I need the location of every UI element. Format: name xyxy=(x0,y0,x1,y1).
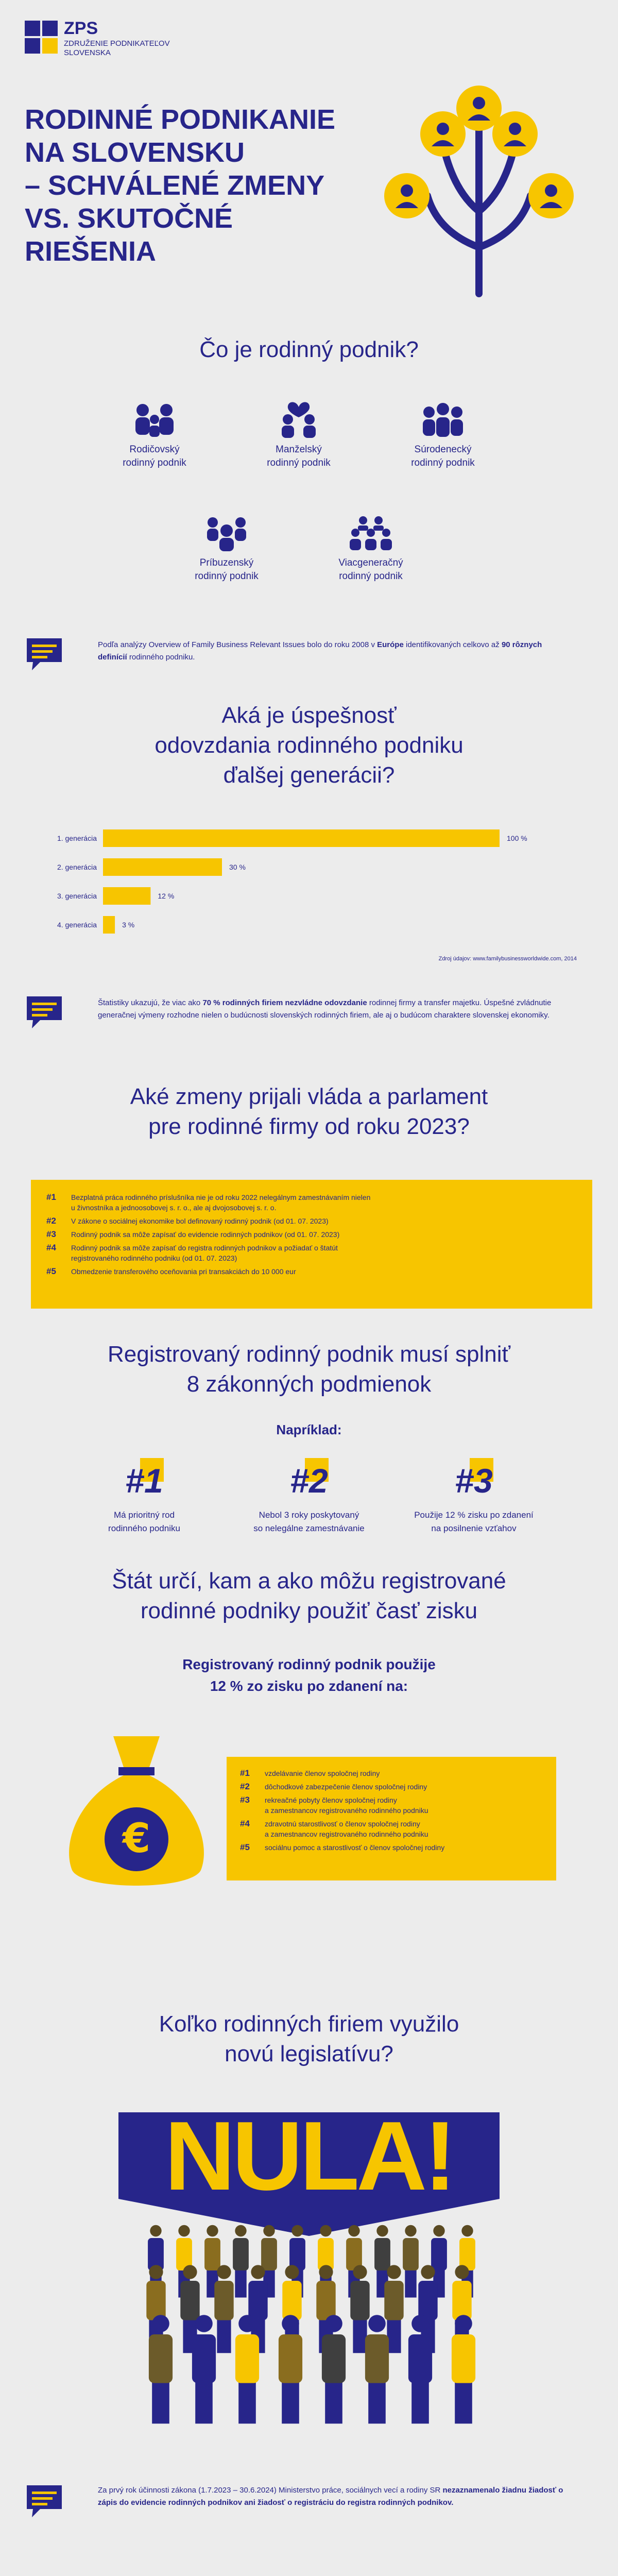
title-line: Aké zmeny prijali vláda a parlament xyxy=(130,1084,488,1109)
type-label: rodinný podnik xyxy=(123,457,186,468)
condition-text: na posilnenie vzťahov xyxy=(431,1523,517,1533)
condition-text: Nebol 3 roky poskytovaný xyxy=(259,1510,359,1520)
item-number: #5 xyxy=(46,1266,56,1276)
subtitle-line: Registrovaný rodinný podnik použije xyxy=(182,1656,436,1672)
section-title xyxy=(0,1340,618,1399)
type-label: rodinný podnik xyxy=(339,571,403,582)
nula-banner: NULA! xyxy=(164,2102,454,2211)
list-item xyxy=(46,1192,577,1213)
changes-list xyxy=(31,1180,592,1309)
item-text: sociálnu pomoc a starostlivosť o členov spoločnej rodiny xyxy=(265,1843,445,1852)
title-line: RIEŠENIA xyxy=(25,236,157,267)
category-label: 1. generácia xyxy=(57,834,97,842)
family-tree-icon xyxy=(371,77,587,304)
title-line: odovzdania rodinného podniku xyxy=(154,733,464,758)
item-text: Rodinný podnik sa môže zapísať do evidencie rodinných podnikov (od 01. 07. 2023) xyxy=(71,1230,340,1239)
title-line: 8 zákonných podmienok xyxy=(186,1371,432,1397)
note-text: rodinného podniku. xyxy=(127,653,195,662)
type-label: Príbuzenský xyxy=(199,557,254,568)
type-label: rodinný podnik xyxy=(267,457,331,468)
logo-text: ZPS xyxy=(64,19,98,38)
title-line: novú legislatívu? xyxy=(225,2041,393,2066)
bar xyxy=(103,858,222,876)
chart-source: Zdroj údajov: www.familybusinessworldwide.com, 2014 xyxy=(438,956,577,962)
category-label: 4. generácia xyxy=(57,921,97,929)
title-line: rodinné podniky použiť časť zisku xyxy=(140,1598,478,1623)
type-sibling xyxy=(391,402,494,470)
title-line: Registrovaný rodinný podnik musí splniť xyxy=(108,1342,510,1367)
speech-bubble-icon xyxy=(25,994,64,1030)
category-label: 3. generácia xyxy=(57,892,97,900)
list-item xyxy=(46,1266,577,1277)
note-text: Štatistiky ukazujú, že viac ako xyxy=(98,998,203,1007)
profit-subtitle xyxy=(0,1654,618,1697)
type-label: Manželský xyxy=(276,444,322,455)
list-item xyxy=(46,1216,577,1226)
siblings-icon xyxy=(420,402,466,438)
section-title xyxy=(0,701,618,790)
page-title xyxy=(25,103,335,268)
section-title xyxy=(0,1566,618,1626)
note-bold: 70 % rodinných firiem nezvládne odovzdanie xyxy=(202,998,367,1007)
value-label: 100 % xyxy=(507,834,527,842)
item-text: Obmedzenie transferového oceňovania pri transakciách do 10 000 eur xyxy=(71,1267,296,1276)
condition-text: so nelegálne zamestnávanie xyxy=(253,1523,365,1533)
type-spouse xyxy=(247,397,350,470)
title-line: RODINNÉ PODNIKANIE xyxy=(25,104,336,135)
note-text: Za prvý rok účinnosti zákona (1.7.2023 – 30.6.2024) Ministerstvo práce, sociálnych vecí a rodiny SR xyxy=(98,2486,443,2495)
list-item xyxy=(46,1243,577,1263)
person-figure xyxy=(365,2315,389,2424)
subtitle-line: 12 % zo zisku po zdanení na: xyxy=(210,1678,408,1694)
ministry-note xyxy=(98,2484,572,2509)
condition-text: rodinného podniku xyxy=(108,1523,180,1533)
type-label: rodinný podnik xyxy=(195,571,259,582)
category-label: 2. generácia xyxy=(57,863,97,871)
speech-bubble-icon xyxy=(25,2483,64,2519)
type-relative xyxy=(175,515,278,583)
couple-heart-icon xyxy=(276,397,322,438)
condition-badge xyxy=(443,1458,505,1504)
bar xyxy=(103,829,500,847)
item-text: Bezplatná práca rodinného príslušníka nie je od roku 2022 nelegálnym zamestnávaním nielen xyxy=(71,1193,371,1201)
note-bold: nezaznamenalo žiadnu žiadosť o zápis do evidencie rodinných podnikov ani žiadosť o registráciu do registra rodinných podnikov. xyxy=(98,2486,563,2507)
item-text: u živnostníka a jednoosobovej s. r. o., ale aj dvojosobovej s. r. o. xyxy=(71,1204,277,1212)
list-item xyxy=(240,1782,543,1792)
item-number: #3 xyxy=(240,1795,250,1805)
item-text: registrovaného rodinného podniku (od 01. 07. 2023) xyxy=(71,1254,237,1262)
condition-card xyxy=(402,1458,546,1535)
item-number: #4 xyxy=(240,1819,250,1828)
item-text: a zamestnancov registrovaného rodinného podniku xyxy=(265,1830,428,1838)
item-number: #5 xyxy=(240,1842,250,1852)
item-number: #2 xyxy=(240,1782,250,1791)
condition-text: Má prioritný rod xyxy=(113,1510,175,1520)
crowd-illustration xyxy=(129,2210,489,2432)
list-item xyxy=(240,1842,543,1853)
title-line: Aká je úspešnosť xyxy=(221,703,397,728)
item-text: zdravotnú starostlivosť o členov spoločnej rodiny xyxy=(265,1820,420,1828)
condition-number: #2 xyxy=(290,1462,328,1500)
generation-bar-chart xyxy=(36,824,582,948)
condition-number: #3 xyxy=(455,1462,493,1500)
item-number: #1 xyxy=(46,1192,56,1202)
logo-sub: SLOVENSKA xyxy=(64,48,111,57)
item-text: vzdelávanie členov spoločnej rodiny xyxy=(265,1769,380,1777)
definition-note xyxy=(98,639,561,664)
value-label: 3 % xyxy=(122,921,135,929)
example-label: Napríklad: xyxy=(276,1422,342,1437)
relatives-icon xyxy=(203,515,250,551)
note-text: identifikovaných celkovo až xyxy=(403,640,502,649)
note-text: rodinnej firmy a transfer majetku. Úspešné zvládnutie generačnej výmeny rozhodne nielen o budúcnosti slovenských rodinných firiem, ale aj o budúcom charaktere slovenskej ekonomiky. xyxy=(98,998,552,1020)
title-line: NA SLOVENSKU xyxy=(25,137,245,168)
title-line: ďalšej generácii? xyxy=(223,762,395,788)
title-line: Koľko rodinných firiem využilo xyxy=(159,2011,459,2037)
value-label: 30 % xyxy=(229,863,246,871)
type-label: Viacgeneračný xyxy=(338,557,403,568)
type-label: rodinný podnik xyxy=(411,457,475,468)
item-number: #1 xyxy=(240,1768,250,1778)
note-bold: 90 rôznych definícií xyxy=(98,640,542,662)
list-item xyxy=(240,1768,543,1778)
item-number: #2 xyxy=(46,1216,56,1226)
type-label: Súrodenecký xyxy=(414,444,472,455)
item-number: #3 xyxy=(46,1229,56,1239)
condition-text: Použije 12 % zisku po zdanení xyxy=(414,1510,534,1520)
type-multigen xyxy=(319,515,422,583)
family-icon xyxy=(131,402,178,438)
list-item xyxy=(46,1229,577,1240)
speech-bubble-icon xyxy=(25,636,64,672)
title-line: VS. SKUTOČNÉ xyxy=(25,203,233,234)
item-text: Rodinný podnik sa môže zapísať do registra rodinných podnikov a požiadať o štatút xyxy=(71,1244,338,1252)
person-figure xyxy=(233,2225,249,2298)
title-line: – SCHVÁLENÉ ZMENY xyxy=(25,170,325,201)
logo-mark xyxy=(25,21,58,54)
type-label: Rodičovský xyxy=(129,444,180,455)
value-label: 12 % xyxy=(158,892,175,900)
money-bag-icon xyxy=(57,1726,216,1896)
type-parental xyxy=(103,402,206,470)
bar xyxy=(103,887,150,905)
title-line: pre rodinné firmy od roku 2023? xyxy=(148,1114,470,1139)
svg-text:€: € xyxy=(122,1816,151,1862)
section-title xyxy=(0,1082,618,1142)
item-text: dôchodkové zabezpečenie členov spoločnej rodiny xyxy=(265,1783,427,1791)
multigeneration-icon xyxy=(348,515,394,551)
item-number: #4 xyxy=(46,1243,56,1252)
item-text: V zákone o sociálnej ekonomike bol definovaný rodinný podnik (od 01. 07. 2023) xyxy=(71,1217,329,1225)
section-title xyxy=(0,2009,618,2069)
item-text: a zamestnancov registrovaného rodinného podniku xyxy=(265,1806,428,1815)
title-line: Štát určí, kam a ako môžu registrované xyxy=(112,1568,506,1594)
statistics-note xyxy=(98,997,572,1022)
note-text: Podľa analýzy Overview of Family Business Relevant Issues bolo do roku 2008 v xyxy=(98,640,377,649)
profit-uses-list xyxy=(227,1757,556,1880)
condition-number: #1 xyxy=(125,1462,163,1500)
logo-sub: ZDRUŽENIE PODNIKATEĽOV xyxy=(64,39,170,48)
list-item xyxy=(240,1819,543,1839)
condition-badge xyxy=(278,1458,340,1504)
note-bold: Európe xyxy=(377,640,404,649)
condition-card xyxy=(82,1458,206,1535)
condition-badge xyxy=(113,1458,175,1504)
item-text: rekreačné pobyty členov spoločnej rodiny xyxy=(265,1796,397,1804)
condition-card xyxy=(237,1458,381,1535)
section-title: Čo je rodinný podnik? xyxy=(199,337,419,362)
person-figure xyxy=(403,2225,419,2298)
list-item xyxy=(240,1795,543,1816)
bar xyxy=(103,916,115,934)
